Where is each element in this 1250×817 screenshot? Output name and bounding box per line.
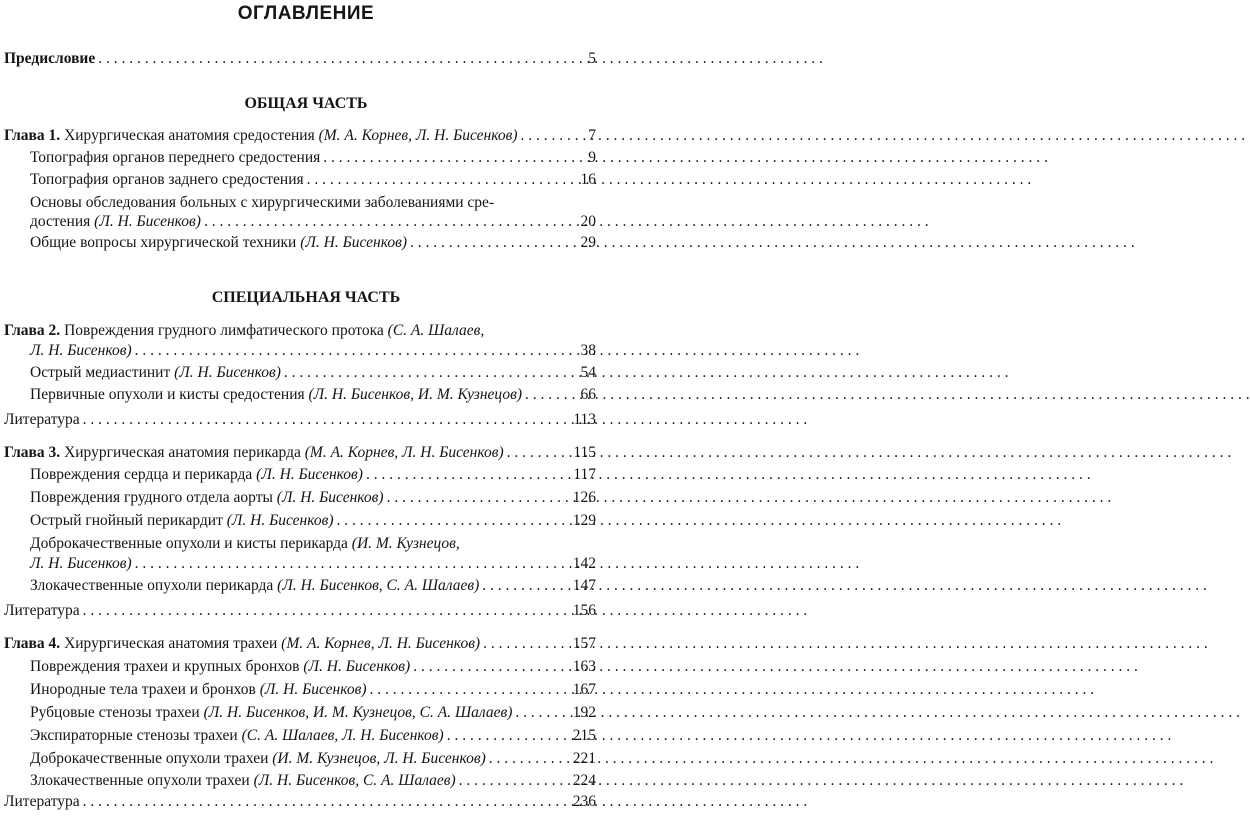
toc-entry[interactable] <box>30 148 596 168</box>
toc-entry[interactable] <box>30 233 596 253</box>
toc-entry-title: Доброкачественные опухоли трахеи <box>30 750 269 767</box>
toc-entry[interactable] <box>30 363 596 383</box>
page-number: 113 <box>573 411 596 428</box>
page-number: 66 <box>580 386 596 403</box>
chapter-label: Глава 3. <box>4 444 61 461</box>
chapter-label: Глава 4. <box>4 635 61 652</box>
toc-entry-authors: (Л. Н. Бисенков) <box>226 512 334 529</box>
page-number: 215 <box>572 727 596 744</box>
toc-entry[interactable] <box>30 511 596 531</box>
toc-entry[interactable] <box>30 726 596 746</box>
chapter-label: Глава 2. <box>4 322 61 339</box>
chapter-authors: (М. А. Корнев, Л. Н. Бисенков) <box>304 444 504 461</box>
page-number: 54 <box>580 364 596 381</box>
dot-leader <box>98 49 553 69</box>
page-number: 29 <box>580 234 596 251</box>
toc-entry-line1[interactable] <box>30 534 596 554</box>
toc-entry[interactable] <box>30 212 596 232</box>
toc-entry-title: Рубцовые стенозы трахеи <box>30 704 200 721</box>
toc-entry-authors: (Л. Н. Бисенков, С. А. Шалаев) <box>277 577 480 594</box>
toc-entry-title: Первичные опухоли и кисты средостения <box>30 386 305 403</box>
chapter-authors: Л. Н. Бисенков) <box>30 342 132 359</box>
toc-entry-authors: (Л. Н. Бисенков) <box>300 234 408 251</box>
dot-leader <box>489 749 553 769</box>
page-number: 9 <box>588 149 596 166</box>
toc-entry-title: Литература <box>4 602 80 619</box>
page-number: 167 <box>572 681 596 698</box>
page-number: 7 <box>588 127 596 144</box>
toc-entry-title: Общие вопросы хирургической техники <box>30 234 297 251</box>
toc-entry-line1[interactable]: Основы обследования больных с хирургическими заболеваниями сре- <box>30 194 495 211</box>
page-number: 192 <box>572 704 596 721</box>
toc-entry-title: Злокачественные опухоли трахеи <box>30 772 250 789</box>
dot-leader <box>135 554 553 574</box>
dot-leader <box>521 126 553 146</box>
toc-entry-authors: (Л. Н. Бисенков) <box>259 681 367 698</box>
toc-entry-authors: (Л. Н. Бисенков, С. А. Шалаев) <box>253 772 456 789</box>
toc-entry[interactable] <box>30 680 596 700</box>
dot-leader <box>83 410 553 430</box>
toc-entry-title: Повреждения грудного отдела аорты <box>30 489 273 506</box>
chapter-authors: (М. А. Корнев, Л. Н. Бисенков) <box>281 635 481 652</box>
dot-leader <box>447 726 553 746</box>
toc-entry-title: Доброкачественные опухоли и кисты перикарда <box>30 535 348 552</box>
toc-entry-literature[interactable] <box>4 792 596 812</box>
page-number: 142 <box>572 555 596 572</box>
toc-entry-title: Экспираторные стенозы трахеи <box>30 727 238 744</box>
dot-leader <box>204 212 553 232</box>
toc-entry[interactable] <box>30 488 596 508</box>
page-number: 115 <box>573 444 596 461</box>
chapter-title: Хирургическая анатомия трахеи <box>64 635 278 652</box>
page-number: 20 <box>580 213 596 230</box>
toc-entry[interactable] <box>30 576 596 596</box>
toc-entry[interactable] <box>30 703 596 723</box>
toc-entry-title: Повреждения сердца и перикарда <box>30 466 253 483</box>
toc-entry-chapter-2-line1[interactable] <box>4 321 596 341</box>
dot-leader <box>387 488 553 508</box>
table-of-contents-page <box>0 0 612 817</box>
toc-entry-title: Топография органов заднего средостения <box>30 171 304 188</box>
toc-entry-literature[interactable] <box>4 410 596 430</box>
dot-leader <box>482 576 553 596</box>
page-number: 224 <box>572 772 596 789</box>
page-number: 221 <box>572 750 596 767</box>
page-number: 129 <box>572 512 596 529</box>
dot-leader <box>135 341 553 361</box>
section-heading-special: СПЕЦИАЛЬНАЯ ЧАСТЬ <box>211 289 401 306</box>
page-number: 163 <box>572 658 596 675</box>
dot-leader <box>413 657 553 677</box>
toc-entry-title: достения <box>30 213 91 230</box>
dot-leader <box>366 465 553 485</box>
toc-entry[interactable] <box>30 385 596 405</box>
dot-leader <box>284 363 553 383</box>
toc-entry-title: Топография органов переднего средостения <box>30 149 321 166</box>
toc-entry-authors: (И. М. Кузнецов, Л. Н. Бисенков) <box>272 750 486 767</box>
toc-entry-authors: Л. Н. Бисенков) <box>30 555 132 572</box>
toc-entry-authors: (И. М. Кузнецов, <box>351 535 460 552</box>
chapter-authors: (С. А. Шалаев, <box>387 322 485 339</box>
chapter-label: Глава 1. <box>4 127 61 144</box>
toc-entry[interactable] <box>30 749 596 769</box>
toc-entry-chapter-4[interactable] <box>4 634 596 654</box>
toc-entry-title: Литература <box>4 793 80 810</box>
toc-entry-chapter-2[interactable] <box>30 341 596 361</box>
dot-leader <box>83 601 553 621</box>
toc-entry-authors: (Л. Н. Бисенков, И. М. Кузнецов) <box>308 386 522 403</box>
toc-entry-title: Острый медиастинит <box>30 364 171 381</box>
toc-entry[interactable] <box>30 771 596 791</box>
toc-entry-preface[interactable] <box>4 49 596 69</box>
page-number: 38 <box>580 342 596 359</box>
dot-leader <box>323 148 553 168</box>
toc-entry-title: Злокачественные опухоли перикарда <box>30 577 274 594</box>
toc-entry-authors: (С. А. Шалаев, Л. Н. Бисенков) <box>241 727 444 744</box>
page-number: 147 <box>572 577 596 594</box>
chapter-title: Хирургическая анатомия перикарда <box>64 444 301 461</box>
toc-entry-authors: (Л. Н. Бисенков) <box>276 489 384 506</box>
dot-leader <box>337 511 553 531</box>
toc-entry-title: Повреждения трахеи и крупных бронхов <box>30 658 300 675</box>
page-number: 126 <box>572 489 596 506</box>
dot-leader <box>507 443 553 463</box>
dot-leader <box>307 170 553 190</box>
page-number: 5 <box>588 50 596 67</box>
dot-leader <box>410 233 553 253</box>
page-number: 117 <box>573 466 596 483</box>
toc-entry-authors: (Л. Н. Бисенков) <box>94 213 201 230</box>
toc-entry[interactable] <box>30 465 596 485</box>
dot-leader <box>515 703 553 723</box>
toc-entry-title: Инородные тела трахеи и бронхов <box>30 681 256 698</box>
toc-entry-literature[interactable] <box>4 601 596 621</box>
toc-entry-authors: (Л. Н. Бисенков) <box>256 466 363 483</box>
toc-entry-authors: (Л. Н. Бисенков) <box>303 658 411 675</box>
chapter-title: Хирургическая анатомия средостения <box>64 127 315 144</box>
dot-leader <box>83 792 553 812</box>
toc-entry[interactable] <box>30 554 596 574</box>
dot-leader <box>525 385 553 405</box>
page-number: 156 <box>572 602 596 619</box>
toc-entry-title: Литература <box>4 411 80 428</box>
page-number: 157 <box>572 635 596 652</box>
dot-leader <box>370 680 553 700</box>
toc-entry[interactable] <box>30 657 596 677</box>
page-number: 236 <box>572 793 596 810</box>
section-heading-general: ОБЩАЯ ЧАСТЬ <box>244 95 368 112</box>
toc-entry[interactable] <box>30 170 596 190</box>
toc-entry-chapter-1[interactable] <box>4 126 596 146</box>
page-number: 16 <box>580 171 596 188</box>
dot-leader <box>459 771 553 791</box>
dot-leader <box>483 634 553 654</box>
toc-entry-label: Предисловие <box>4 50 96 67</box>
toc-entry-authors: (Л. Н. Бисенков, И. М. Кузнецов, С. А. Шалаев) <box>203 704 513 721</box>
chapter-authors: (М. А. Корнев, Л. Н. Бисенков) <box>318 127 518 144</box>
page-title: ОГЛАВЛЕНИЕ <box>237 3 375 24</box>
toc-entry-chapter-3[interactable] <box>4 443 596 463</box>
chapter-title: Повреждения грудного лимфатического протока <box>64 322 384 339</box>
toc-entry-title: Острый гнойный перикардит <box>30 512 223 529</box>
toc-entry-authors: (Л. Н. Бисенков) <box>174 364 281 381</box>
